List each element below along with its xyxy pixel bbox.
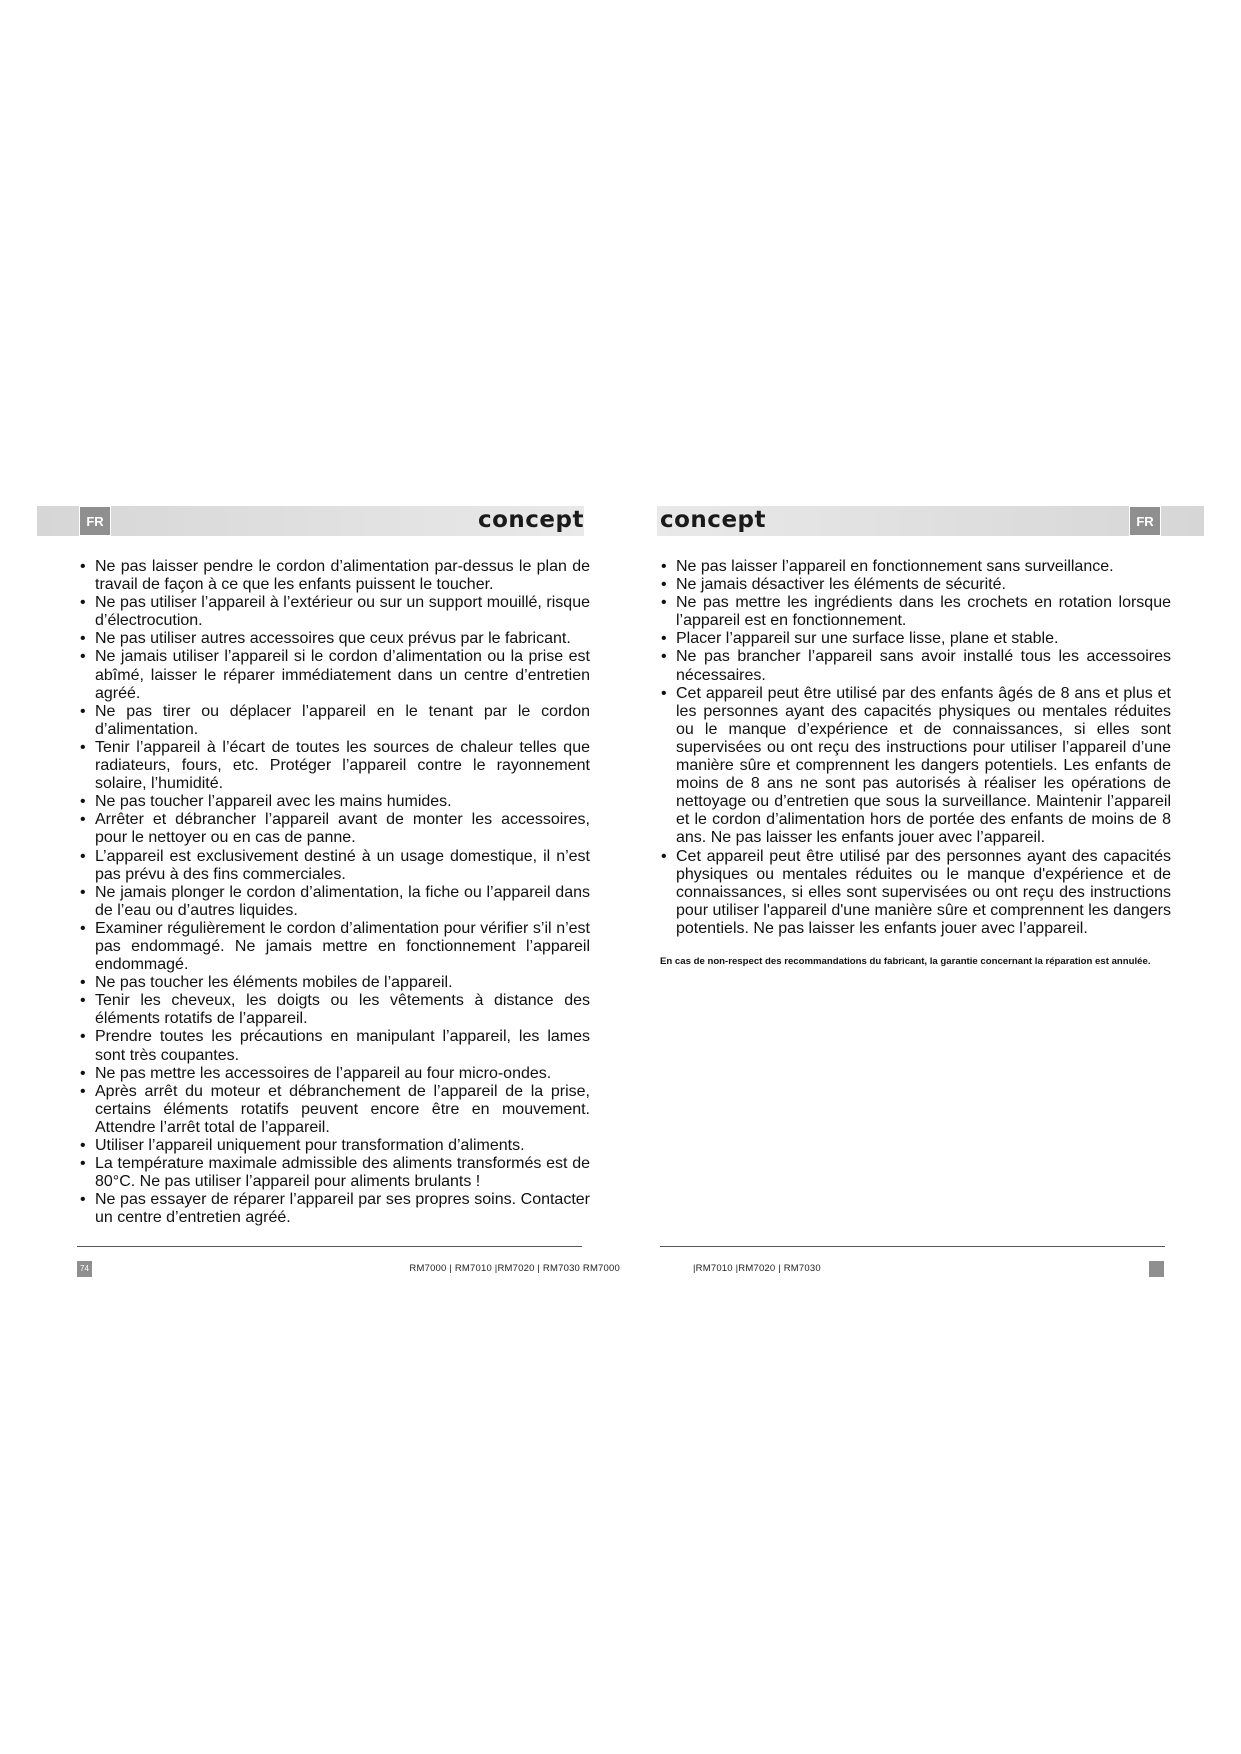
list-item: • Tenir l’appareil à l’écart de toutes les sources de chaleur telles que radiateurs, fours, etc. Protéger l’appareil contre le rayonnement solaire, l’humidité. [79, 739, 590, 793]
left-header-bar [37, 506, 584, 536]
right-model-codes: |RM7010 |RM7020 | RM7030 [693, 1263, 821, 1274]
list-item: • Ne pas toucher l’appareil avec les mains humides. [79, 793, 590, 811]
list-item: • L’appareil est exclusivement destiné à un usage domestique, il n’est pas prévu à des fins commerciales. [79, 848, 590, 884]
list-item: • Ne pas utiliser autres accessoires que ceux prévus par le fabricant. [79, 630, 590, 648]
right-page-number-box [1149, 1261, 1164, 1277]
list-item: • Examiner régulièrement le cordon d’alimentation pour vérifier s’il n’est pas endommagé. Ne jamais mettre en fonctionnement l’appareil endommagé. [79, 920, 590, 974]
right-page [657, 506, 1204, 1274]
right-brand-logo: concept [660, 507, 767, 533]
right-header-bar [657, 506, 1204, 536]
list-item: • Utiliser l’appareil uniquement pour transformation d’aliments. [79, 1137, 590, 1155]
left-page [37, 506, 620, 1274]
list-item: • Ne pas tirer ou déplacer l’appareil en le tenant par le cordon d’alimentation. [79, 703, 590, 739]
list-item: • Ne pas essayer de réparer l’appareil par ses propres soins. Contacter un centre d’entretien agréé. [79, 1191, 590, 1227]
list-item: • Tenir les cheveux, les doigts ou les vêtements à distance des éléments rotatifs de l’appareil. [79, 992, 590, 1028]
list-item: • Placer l’appareil sur une surface lisse, plane et stable. [660, 630, 1171, 648]
list-item: • Après arrêt du moteur et débranchement de l’appareil de la prise, certains éléments rotatifs peuvent encore être en mouvement. Attendre l’arrêt total de l’appareil. [79, 1083, 590, 1137]
list-item: • Ne pas laisser l’appareil en fonctionnement sans surveillance. [660, 558, 1171, 576]
list-item: • Ne jamais plonger le cordon d’alimentation, la fiche ou l’appareil dans de l’eau ou d’autres liquides. [79, 884, 590, 920]
list-item: • Ne pas mettre les accessoires de l’appareil au four micro-ondes. [79, 1065, 590, 1083]
left-brand-logo: concept [477, 507, 584, 533]
list-item: • Ne pas mettre les ingrédients dans les crochets en rotation lorsque l’appareil est en fonctionnement. [660, 594, 1171, 630]
right-content [660, 558, 1171, 968]
list-item: • Ne pas brancher l’appareil sans avoir installé tous les accessoires nécessaires. [660, 648, 1171, 684]
right-footer-rule [660, 1246, 1165, 1247]
right-language-badge: FR [1129, 506, 1161, 536]
left-content [79, 558, 590, 1227]
left-model-codes: RM7000 | RM7010 |RM7020 | RM7030 RM7000 [409, 1263, 620, 1274]
list-item: • Ne pas laisser pendre le cordon d’alimentation par-dessus le plan de travail de façon à ce que les enfants puissent le toucher. [79, 558, 590, 594]
warranty-note: En cas de non-respect des recommandations du fabricant, la garantie concernant la réparation est annulée. [660, 955, 1151, 967]
list-item: • Ne jamais désactiver les éléments de sécurité. [660, 576, 1171, 594]
left-page-number: 74 [77, 1261, 92, 1277]
right-safety-list [660, 558, 1171, 938]
list-item: • Cet appareil peut être utilisé par des personnes ayant des capacités physiques ou mentales réduites ou le manque d'expérience et de connaissances, si elles sont supervisées ou ont reçu des instructions pour utiliser l'appareil d'une manière sûre et comprennent les dangers potentiels. Ne pas laisser les enfants jouer avec l’appareil. [660, 848, 1171, 938]
list-item: • Ne jamais utiliser l’appareil si le cordon d’alimentation ou la prise est abîmé, laisser le réparer immédiatement dans un centre d’entretien agréé. [79, 648, 590, 702]
list-item: • La température maximale admissible des aliments transformés est de 80°C. Ne pas utiliser l’appareil pour aliments brulants ! [79, 1155, 590, 1191]
list-item: • Ne pas utiliser l’appareil à l’extérieur ou sur un support mouillé, risque d’électrocution. [79, 594, 590, 630]
left-safety-list [79, 558, 590, 1227]
list-item: • Cet appareil peut être utilisé par des enfants âgés de 8 ans et plus et les personnes ayant des capacités physiques ou mentales réduites ou le manque d’expérience et de connaissances, si elles sont supervisées ou ont reçu des instructions pour utiliser l’appareil d’une manière sûre et comprennent les dangers potentiels. Les enfants de moins de 8 ans ne sont pas autorisés à réaliser les opérations de nettoyage ou d’entretien que sous la surveillance. Maintenir l’appareil et le cordon d’alimentation hors de portée des enfants de moins de 8 ans. Ne pas laisser les enfants jouer avec l’appareil. [660, 685, 1171, 848]
list-item: • Prendre toutes les précautions en manipulant l’appareil, les lames sont très coupantes. [79, 1028, 590, 1064]
left-footer-rule [77, 1246, 582, 1247]
list-item: • Ne pas toucher les éléments mobiles de l’appareil. [79, 974, 590, 992]
list-item: • Arrêter et débrancher l’appareil avant de monter les accessoires, pour le nettoyer ou en cas de panne. [79, 811, 590, 847]
left-language-badge: FR [79, 506, 111, 536]
